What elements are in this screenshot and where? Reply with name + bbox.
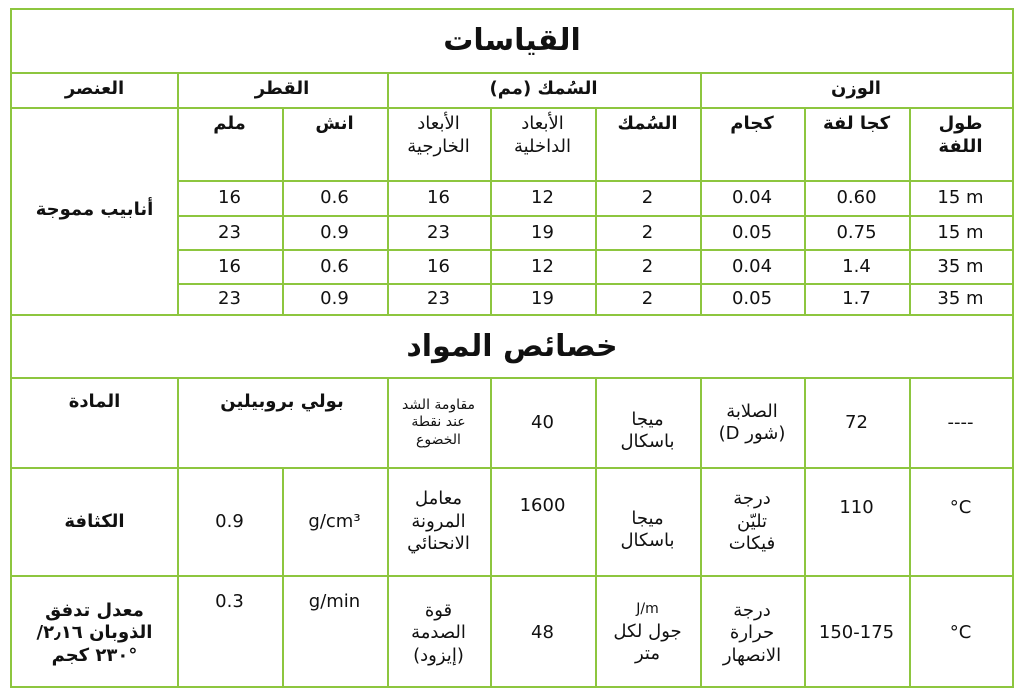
vicat-label: درجة تليّن فيكات (728, 488, 776, 555)
melt-flow-label: معدل تدفق الذوبان ٢٫١٦/°٢٣٠ كجم (36, 599, 153, 666)
material-value: بولي بروبيلين (220, 391, 344, 412)
impact-strength-unit-cell (595, 577, 700, 688)
tensile-strength-unit: ميجا باسكال (620, 408, 675, 452)
melt-flow-value: 0.3 (215, 591, 244, 612)
density-label: الكثافة (64, 510, 125, 532)
impact-strength-value: 48 (531, 622, 554, 644)
item-name: أنابيب مموجة (35, 199, 154, 221)
vicat-value: 110 (839, 497, 874, 518)
impact-strength-label: قوة الصدمة (إيزود) (411, 599, 466, 666)
subheader-inch: انش (315, 113, 354, 134)
cell-kg-roll: 1.7 (842, 288, 871, 310)
hardness-label: الصلابة (شور D) (718, 400, 786, 444)
cell-kg: 0.05 (731, 221, 773, 243)
cell-inner: 19 (531, 221, 554, 243)
cell-length: 15 m (937, 187, 984, 209)
cell-inch: 0.9 (320, 221, 349, 243)
section-title-properties: خصائص المواد (406, 328, 618, 364)
cell-mm: 23 (218, 288, 241, 310)
melting-point-value: 150-175 (818, 622, 895, 644)
cell-outer: 16 (427, 255, 450, 277)
cell-mm: 16 (218, 187, 241, 209)
cell-thickness: 2 (641, 187, 654, 209)
subheader-thickness: السُمك (617, 113, 678, 134)
header-weight: الوزن (831, 78, 881, 100)
cell-mm: 16 (218, 255, 241, 277)
subheader-mm: ملم (213, 113, 246, 134)
vicat-unit: °C (949, 497, 972, 518)
cell-inch: 0.6 (320, 255, 349, 277)
header-item: العنصر (64, 78, 125, 100)
subheader-outer-dimensions: الأبعاد الخارجية (407, 113, 470, 157)
tensile-strength-value: 40 (531, 411, 554, 433)
subheader-kg-roll: كجا لفة (822, 113, 891, 134)
subheader-inner-dimensions: الأبعاد الداخلية (513, 113, 572, 157)
spec-table (10, 8, 1014, 688)
header-thickness-group: السُمك (مم) (489, 78, 598, 100)
header-diameter: القطر (254, 78, 310, 100)
flexural-modulus-unit: ميجا باسكال (620, 507, 675, 551)
density-unit: g/cm³ (308, 510, 361, 532)
cell-outer: 23 (427, 221, 450, 243)
cell-inner: 12 (531, 255, 554, 277)
flexural-modulus-value: 1600 (519, 495, 566, 516)
cell-thickness: 2 (641, 288, 654, 310)
tensile-strength-label: مقاومة الشد عند نقطة الخضوع (401, 396, 476, 448)
melt-flow-unit: g/min (308, 591, 361, 612)
cell-inner: 19 (531, 288, 554, 310)
hardness-value: 72 (845, 411, 868, 433)
cell-thickness: 2 (641, 255, 654, 277)
section-title-measurements: القياسات (443, 23, 581, 59)
cell-length: 35 m (937, 288, 984, 310)
cell-kg: 0.04 (731, 187, 773, 209)
cell-inch: 0.6 (320, 187, 349, 209)
hardness-unit: ---- (947, 411, 974, 433)
subheader-roll-length: طول اللفة (938, 113, 983, 157)
cell-outer: 23 (427, 288, 450, 310)
cell-inch: 0.9 (320, 288, 349, 310)
cell-kg-roll: 0.75 (836, 221, 877, 243)
cell-thickness: 2 (641, 221, 654, 243)
melting-point-label: درجة حرارة الانصهار (722, 599, 782, 666)
cell-length: 15 m (937, 221, 984, 243)
cell-length: 35 m (937, 255, 984, 277)
melting-point-unit: °C (949, 622, 972, 644)
subheader-kg: كجام (730, 113, 774, 134)
cell-kg: 0.05 (731, 288, 773, 310)
material-label: المادة (68, 391, 121, 412)
impact-strength-unit-symbol: J/m (636, 601, 659, 618)
cell-mm: 23 (218, 221, 241, 243)
cell-inner: 12 (531, 187, 554, 209)
cell-kg: 0.04 (731, 255, 773, 277)
impact-strength-unit: جول لكل متر (613, 620, 682, 665)
cell-outer: 16 (427, 187, 450, 209)
cell-kg-roll: 1.4 (842, 255, 871, 277)
flexural-modulus-label: معامل المرونة الانحنائي (407, 488, 470, 555)
density-value: 0.9 (215, 510, 244, 532)
cell-kg-roll: 0.60 (836, 187, 877, 209)
